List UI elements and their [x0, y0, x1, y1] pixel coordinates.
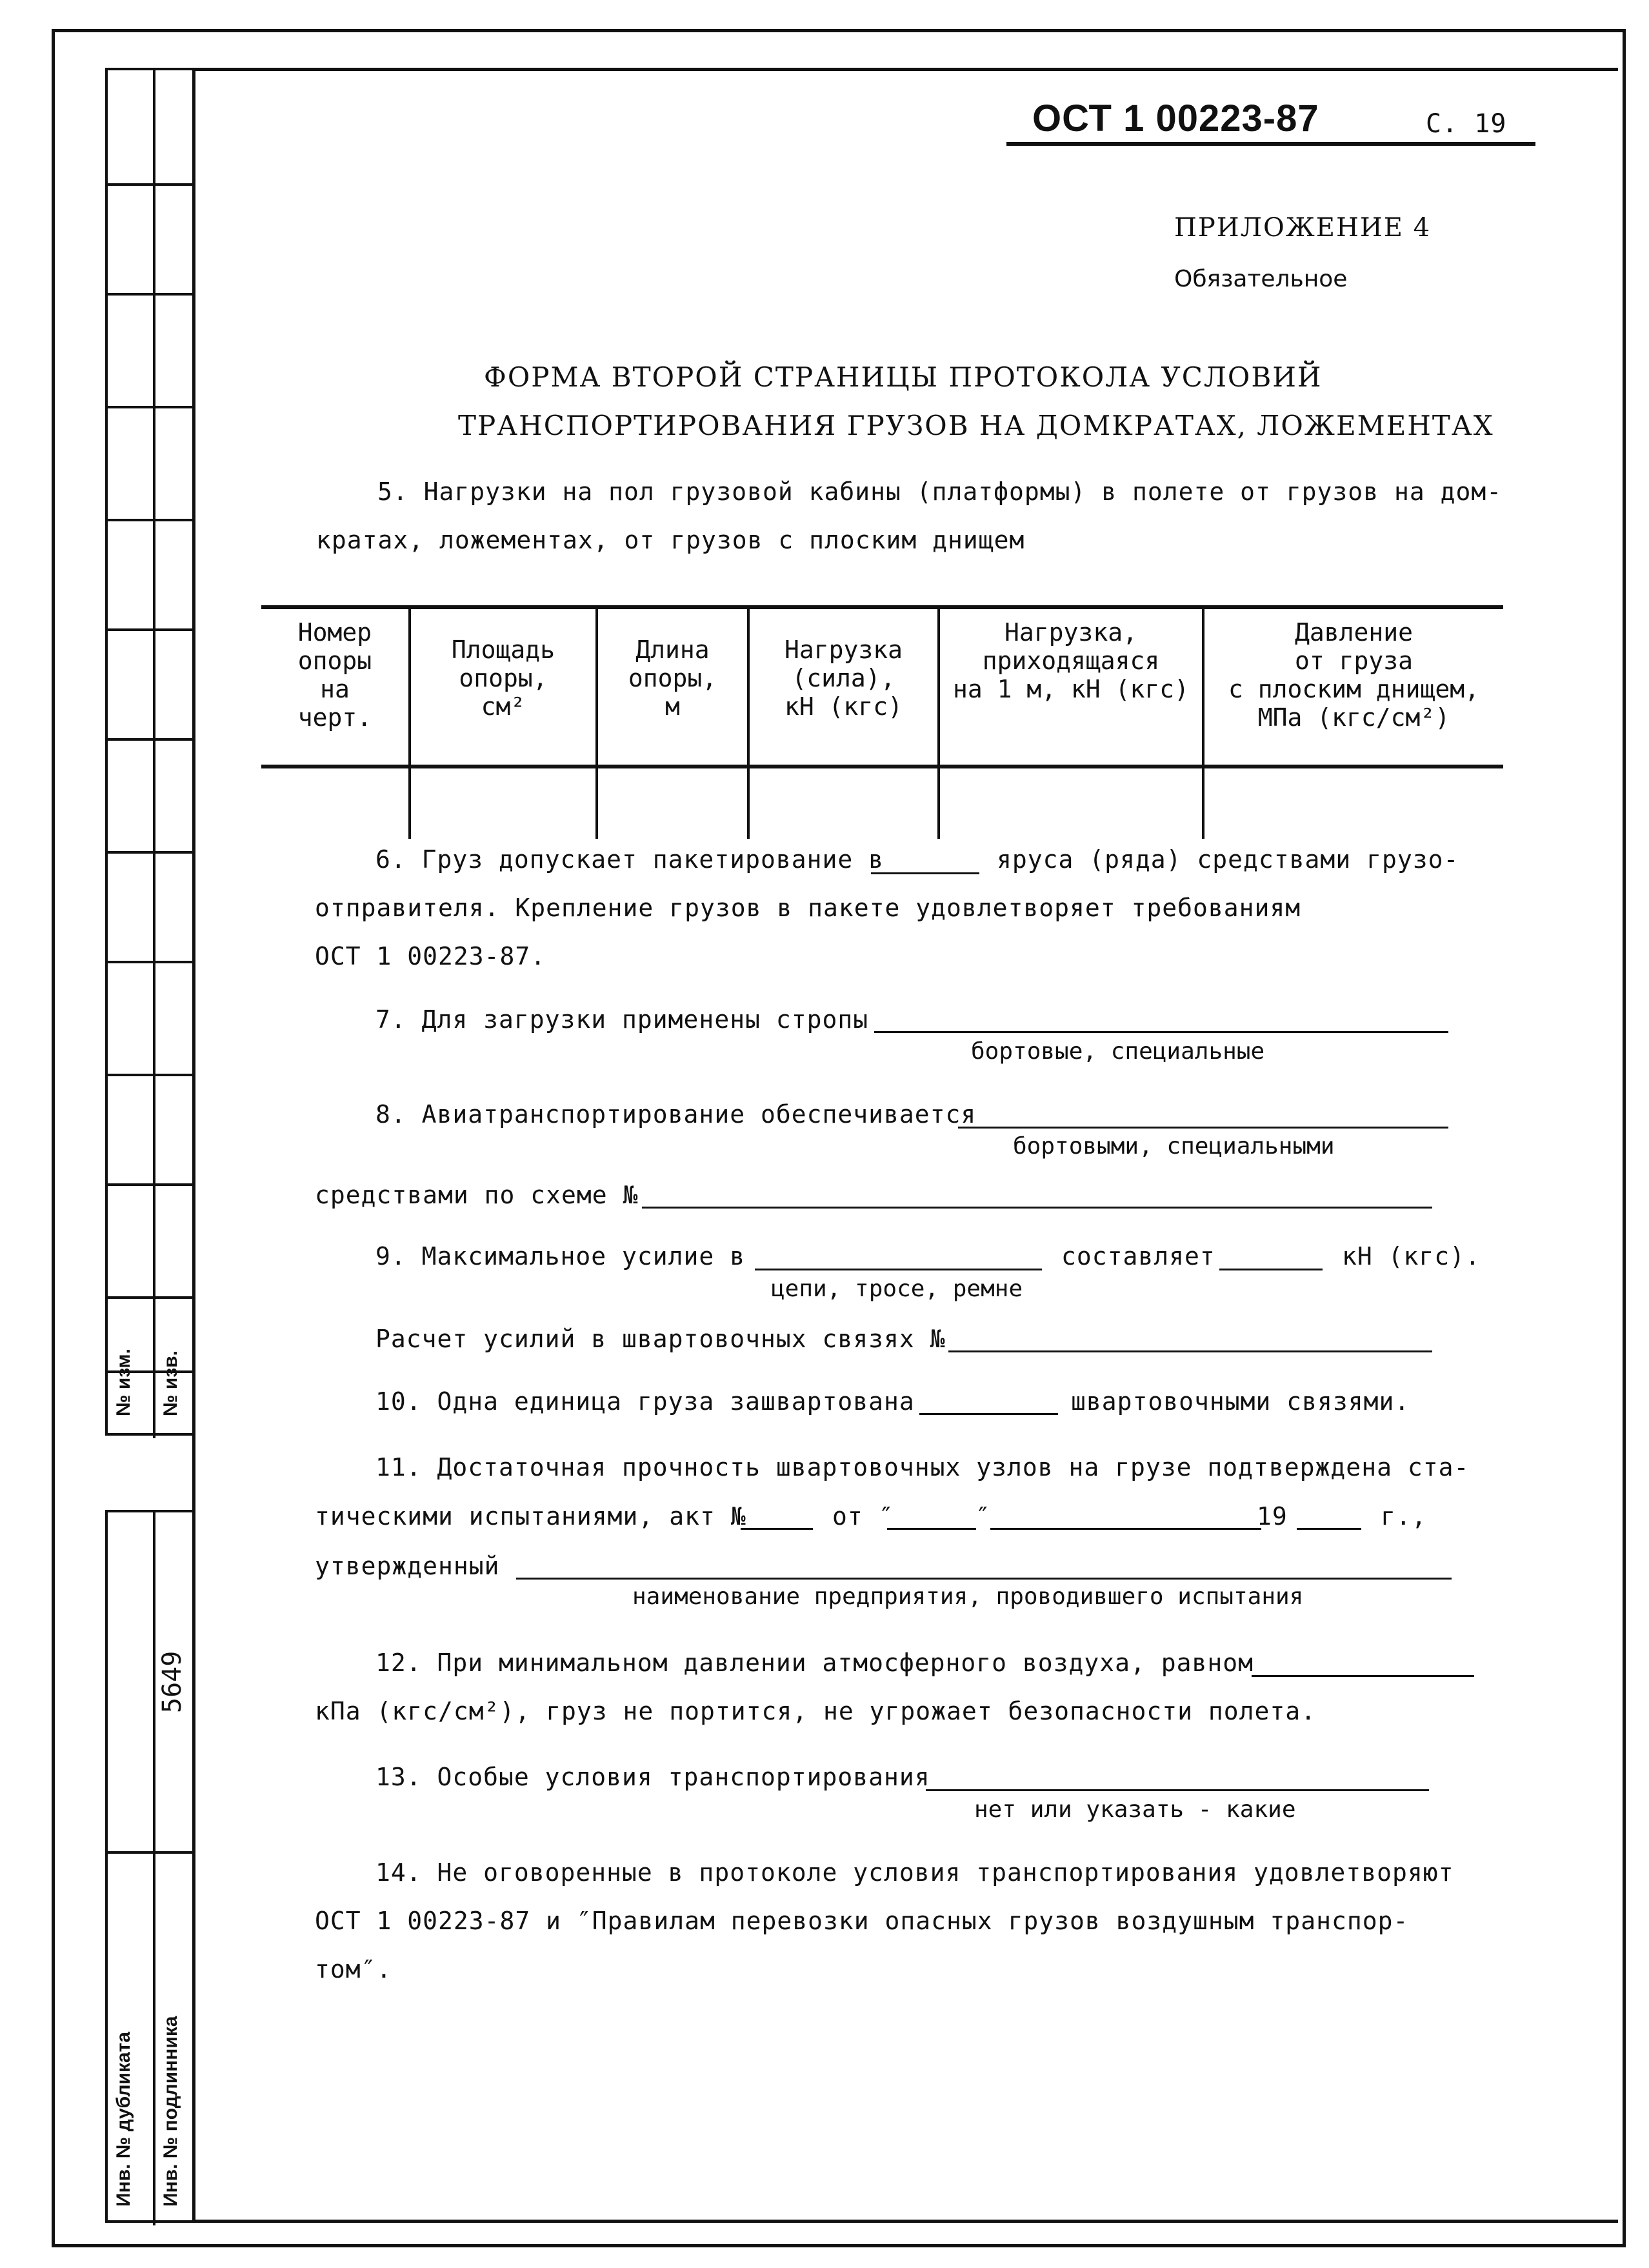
appendix-label: ПРИЛОЖЕНИЕ 4 — [1174, 213, 1432, 243]
item10-text-b: швартовочными связями. — [1071, 1387, 1410, 1416]
appendix-status: Обязательное — [1174, 266, 1348, 292]
item8-means-field[interactable] — [958, 1127, 1448, 1129]
table-top-rule — [261, 605, 1503, 609]
frame-bottom — [52, 2244, 1626, 2247]
item14-line1: 14. Не оговоренные в протоколе условия транспортирования удовлетворяют — [375, 1858, 1454, 1887]
frame-top — [52, 29, 1626, 32]
item11-line2b: от — [832, 1502, 863, 1530]
margin-izv-label: № изв. — [160, 1350, 181, 1416]
item11-line3: утвержденный — [315, 1552, 500, 1580]
item11-day-field[interactable] — [887, 1528, 976, 1530]
item13-conditions-field[interactable] — [926, 1789, 1429, 1791]
margin-dup-label: Инв. № дубликата — [113, 2031, 134, 2207]
item9-text-c: кН (кгс). — [1342, 1242, 1481, 1270]
document-code: ОСТ 1 00223-87 — [1032, 97, 1319, 139]
item5-line2: кратах, ложементах, от грузов с плоским днищем — [316, 526, 1025, 554]
table-header-load-force: Нагрузка (сила), кН (кгс) — [784, 636, 903, 721]
table-header-support-length: Длина опоры, м — [628, 636, 717, 721]
item11-year-field[interactable] — [1297, 1528, 1361, 1530]
inner-frame-bottom — [192, 2220, 1618, 2223]
item9-force-field[interactable] — [1219, 1269, 1323, 1270]
margin-orig-label: Инв. № подлинника — [160, 2016, 181, 2207]
item11-line1: 11. Достаточная прочность швартовочных узлов на грузе подтверждена ста- — [375, 1453, 1470, 1481]
item7-text: 7. Для загрузки применены стропы — [375, 1005, 869, 1034]
item9-medium-field[interactable] — [755, 1269, 1042, 1270]
item11-quote-close: ″ — [975, 1502, 991, 1530]
table-header-load-per-meter: Нагрузка, приходящаяся на 1 м, кН (кгс) — [952, 618, 1190, 703]
item8-caption: бортовыми, специальными — [1013, 1133, 1335, 1159]
form-title-line1: ФОРМА ВТОРОЙ СТРАНИЦЫ ПРОТОКОЛА УСЛОВИЙ — [484, 361, 1323, 393]
item13-caption: нет или указать - какие — [974, 1796, 1296, 1823]
table-header-pressure: Давление от груза с плоским днищем, МПа (кгс/см²) — [1228, 618, 1479, 732]
item8-line2: средствами по схеме № — [315, 1181, 639, 1209]
item8-text: 8. Авиатранспортирование обеспечивается — [375, 1100, 977, 1129]
margin-izm-label: № изм. — [113, 1349, 134, 1416]
item10-text-a: 10. Одна единица груза зашвартована — [375, 1387, 915, 1416]
item6-line1b: яруса (ряда) средствами грузо- — [997, 845, 1459, 874]
item11-caption: наименование предприятия, проводившего испытания — [632, 1583, 1304, 1610]
item13-text: 13. Особые условия транспортирования — [375, 1763, 930, 1791]
margin-stamp-upper — [105, 68, 192, 1436]
item11-year-suffix: г., — [1381, 1502, 1427, 1530]
item5-line1: 5. Нагрузки на пол грузовой кабины (платформы) в полете от грузов на дом- — [377, 477, 1503, 506]
item11-line2a: тическими испытаниями, акт № — [315, 1502, 746, 1530]
item9-text-b: составляет — [1061, 1242, 1215, 1270]
inner-frame-top — [192, 68, 1618, 71]
item9-caption: цепи, тросе, ремне — [771, 1276, 1023, 1302]
frame-right — [1623, 29, 1626, 2247]
item11-year-prefix: 19 — [1257, 1502, 1288, 1530]
item6-tiers-field[interactable] — [871, 872, 979, 874]
item11-month-field[interactable] — [990, 1528, 1261, 1530]
item8-scheme-field[interactable] — [642, 1207, 1432, 1209]
item14-line3: том″. — [315, 1955, 392, 1983]
item6-line3: ОСТ 1 00223-87. — [315, 942, 546, 970]
header-underline — [1006, 142, 1535, 146]
item7-slings-field[interactable] — [874, 1031, 1448, 1033]
item7-caption: бортовые, специальные — [971, 1038, 1265, 1065]
item6-line2: отправителя. Крепление грузов в пакете удовлетворяет требованиям — [315, 894, 1301, 922]
item10-count-field[interactable] — [919, 1413, 1058, 1415]
form-title-line2: ТРАНСПОРТИРОВАНИЯ ГРУЗОВ НА ДОМКРАТАХ, ЛОЖЕМЕНТАХ — [458, 410, 1494, 441]
item12-line2: кПа (кгс/см²), груз не портится, не угрожает безопасности полета. — [315, 1697, 1317, 1725]
page-number: С. 19 — [1426, 109, 1507, 139]
original-inventory-number: 5649 — [157, 1651, 187, 1713]
item9-line2: Расчет усилий в швартовочных связях № — [375, 1325, 946, 1353]
item11-approved-field[interactable] — [516, 1578, 1452, 1580]
item12-pressure-field[interactable] — [1252, 1675, 1474, 1677]
item12-line1: 12. При минимальном давлении атмосферного воздуха, равном — [375, 1649, 1254, 1677]
item11-quote-open: ″ — [879, 1502, 894, 1530]
table-header-support-area: Площадь опоры, см² — [451, 636, 555, 721]
item6-line1a: 6. Груз допускает пакетирование в — [375, 845, 884, 874]
frame-left — [52, 29, 55, 2247]
item11-act-field[interactable] — [741, 1528, 813, 1530]
table-header-rule — [261, 765, 1503, 768]
item9-calc-field[interactable] — [948, 1350, 1432, 1352]
table-header-support-number: Номер опоры на черт. — [297, 618, 372, 732]
item14-line2: ОСТ 1 00223-87 и ″Правилам перевозки опасных грузов воздушным транспор- — [315, 1907, 1409, 1935]
item9-text-a: 9. Максимальное усилие в — [375, 1242, 746, 1270]
inner-frame-left — [192, 68, 195, 2223]
